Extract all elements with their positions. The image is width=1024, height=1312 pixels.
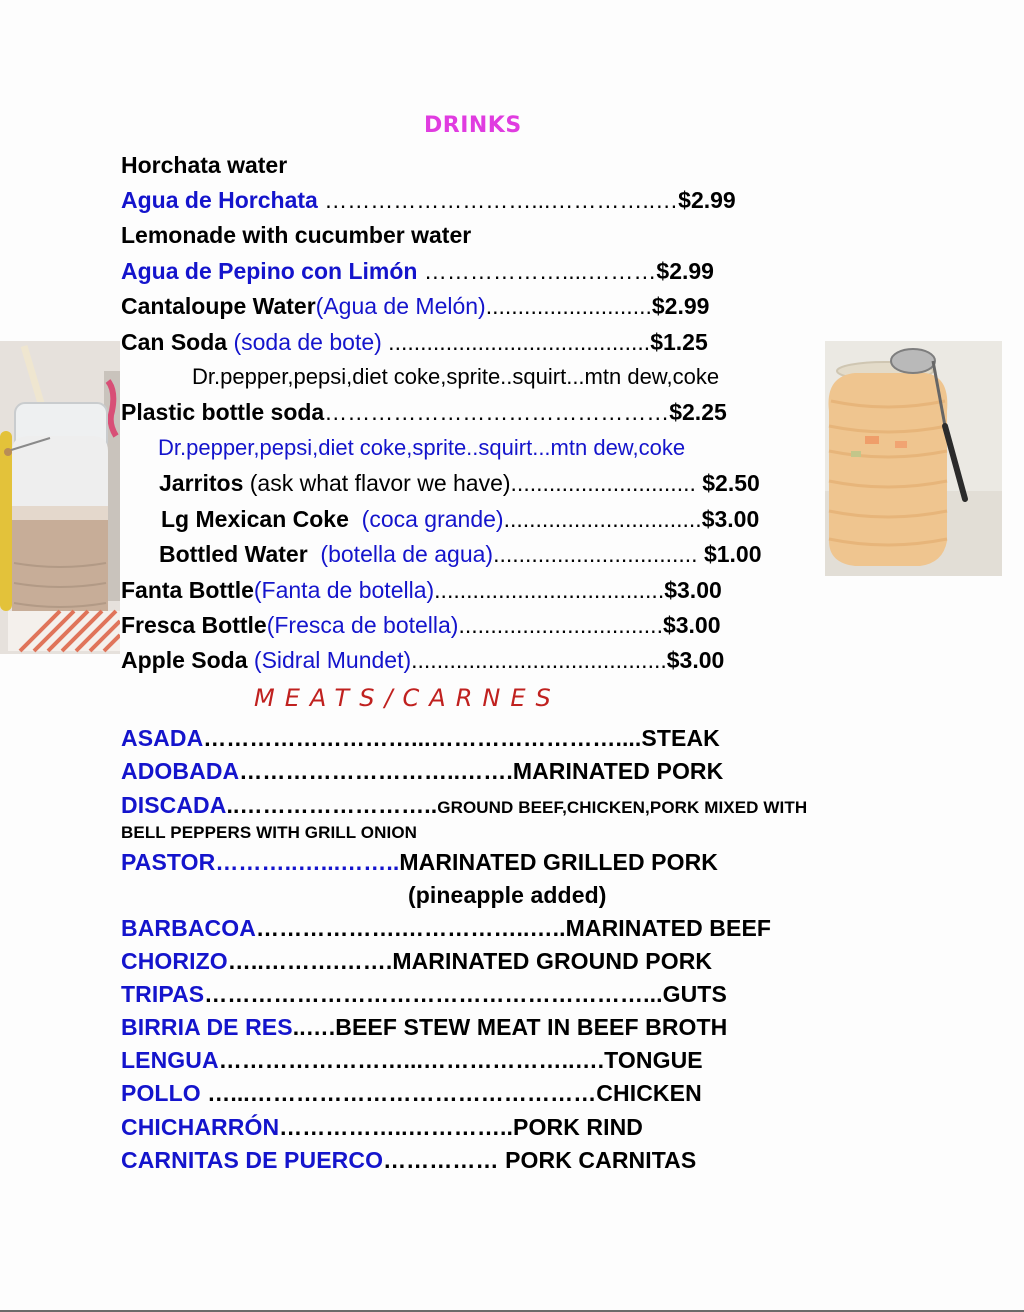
drink-name-es: (Fanta de botella) bbox=[253, 577, 435, 603]
meat-name: BARBACOA bbox=[121, 915, 256, 941]
drink-fanta-row bbox=[121, 575, 722, 605]
horchata-jar-image bbox=[0, 341, 120, 654]
meat-name: POLLO bbox=[121, 1080, 201, 1106]
meats-section-title: MEATS/CARNES bbox=[254, 684, 561, 712]
drink-name-en: Cantaloupe Water bbox=[121, 293, 316, 319]
meat-description: CHICKEN bbox=[596, 1080, 702, 1106]
drink-price: $1.25 bbox=[650, 329, 708, 355]
meat-carnitas-row bbox=[121, 1145, 696, 1175]
can-soda-flavors-note: Dr.pepper,pepsi,diet coke,sprite..squirt...mtn dew,coke bbox=[192, 364, 720, 389]
dot-leader: …………… bbox=[383, 1147, 506, 1173]
drink-price: $2.25 bbox=[669, 399, 727, 425]
drink-price: $2.99 bbox=[656, 258, 714, 284]
meat-name: CHORIZO bbox=[121, 948, 228, 974]
meat-pastor-note: (pineapple added) bbox=[408, 882, 607, 908]
meat-description: MARINATED PORK bbox=[512, 758, 724, 784]
drink-pepino-row bbox=[121, 256, 714, 286]
meat-pollo-row bbox=[121, 1078, 702, 1108]
meat-chicharron-row bbox=[121, 1112, 643, 1142]
drink-price: $1.00 bbox=[703, 541, 762, 567]
drink-name-en: Lg Mexican Coke bbox=[161, 506, 349, 532]
drink-can-soda-row bbox=[121, 327, 708, 357]
meat-name: ASADA bbox=[121, 725, 204, 751]
dot-leader: ………………………...…………..… bbox=[317, 187, 679, 213]
drink-price: $2.50 bbox=[702, 470, 760, 496]
drink-name-es: Agua de Pepino con Limón bbox=[121, 258, 418, 284]
drink-name-en: Horchata water bbox=[121, 152, 288, 178]
plastic-bottle-flavors-note: Dr.pepper,pepsi,diet coke,sprite..squirt...mtn dew,coke bbox=[158, 435, 686, 460]
meat-name: TRIPAS bbox=[121, 981, 205, 1007]
meat-description: PORK RIND bbox=[513, 1114, 644, 1140]
drink-name-es: (Fresca de botella) bbox=[266, 612, 459, 638]
drink-name-en: Plastic bottle soda bbox=[121, 399, 325, 425]
dot-leader: …..……….……. bbox=[227, 948, 393, 974]
drink-name-en: Bottled Water bbox=[159, 541, 308, 567]
meat-description: BEEF STEW MEAT IN BEEF BROTH bbox=[335, 1014, 728, 1040]
meat-name: BIRRIA DE RES bbox=[121, 1014, 293, 1040]
dot-leader: …………………………………………………... bbox=[204, 981, 663, 1007]
drink-name-es: Agua de Horchata bbox=[121, 187, 318, 213]
dot-leader: ................................ bbox=[493, 541, 704, 567]
drink-name-es: (Sidral Mundet) bbox=[247, 647, 412, 673]
meat-name: PASTOR bbox=[121, 849, 216, 875]
drink-mexican-coke-row bbox=[161, 504, 759, 534]
drink-jarritos-row bbox=[159, 468, 760, 498]
meat-tripas-row bbox=[121, 979, 727, 1009]
dot-leader: ........................................ bbox=[411, 647, 667, 673]
meat-chorizo-row bbox=[121, 946, 712, 976]
dot-leader: ………………………...…………………….... bbox=[203, 725, 642, 751]
drink-price: $2.99 bbox=[678, 187, 736, 213]
drink-note: (ask what flavor we have) bbox=[243, 470, 511, 496]
drink-plastic-bottle-row bbox=[121, 397, 727, 427]
drink-horchata-english bbox=[121, 150, 287, 180]
dot-leader: ………………....……… bbox=[417, 258, 657, 284]
drink-price: $3.00 bbox=[666, 647, 725, 673]
dot-leader: …...……………………………………… bbox=[200, 1080, 597, 1106]
drink-name-es: (botella de agua) bbox=[307, 541, 494, 567]
meat-description: MARINATED BEEF bbox=[565, 915, 772, 941]
drinks-section-title: DRINKS bbox=[424, 113, 522, 138]
meat-asada-row bbox=[121, 723, 720, 753]
melon-water-jar-photo bbox=[825, 341, 1002, 576]
drink-lemonade-english bbox=[121, 220, 471, 250]
drink-price: $2.99 bbox=[651, 293, 710, 319]
horchata-jar-photo bbox=[0, 341, 120, 654]
drink-name-en: Can Soda bbox=[121, 329, 228, 355]
dot-leader: .......................... bbox=[485, 293, 652, 319]
dot-leader: ……………….……………..….. bbox=[255, 915, 566, 941]
dot-leader: ………………………..……. bbox=[239, 758, 513, 784]
drink-price: $3.00 bbox=[662, 612, 721, 638]
meat-name: CHICHARRÓN bbox=[121, 1114, 280, 1140]
drink-name-es: (coca grande) bbox=[348, 506, 504, 532]
dot-leader: ……………..………….. bbox=[279, 1114, 514, 1140]
melon-water-jar-image bbox=[825, 341, 1002, 576]
meat-lengua-row bbox=[121, 1045, 703, 1075]
meat-description: GROUND BEEF,CHICKEN,PORK MIXED WITH bbox=[437, 798, 808, 817]
meat-birria-row bbox=[121, 1012, 727, 1042]
meat-adobada-row bbox=[121, 756, 723, 786]
dot-leader: ………..…...…….. bbox=[215, 849, 400, 875]
meat-name: CARNITAS DE PUERCO bbox=[121, 1147, 384, 1173]
drink-name-en: Lemonade with cucumber water bbox=[121, 222, 472, 248]
dot-leader: ……………………...………………..…. bbox=[218, 1047, 605, 1073]
drink-name-en: Jarritos bbox=[159, 470, 244, 496]
drink-fresca-row bbox=[121, 610, 721, 640]
drink-price: $3.00 bbox=[664, 577, 722, 603]
drink-name-en: Apple Soda bbox=[121, 647, 248, 673]
meat-name: ADOBADA bbox=[121, 758, 240, 784]
dot-leader: ............................. bbox=[510, 470, 703, 496]
meat-description: MARINATED GRILLED PORK bbox=[399, 849, 719, 875]
drink-name-en: Fresca Bottle bbox=[121, 612, 267, 638]
meat-discada-row bbox=[121, 790, 807, 820]
dot-leader: ......................................... bbox=[381, 329, 651, 355]
dot-leader: ……………………………………… bbox=[324, 399, 670, 425]
drink-horchata-row bbox=[121, 185, 736, 215]
meat-description: PORK CARNITAS bbox=[505, 1147, 697, 1173]
dot-leader: ..…. bbox=[292, 1014, 336, 1040]
dot-leader: ................................ bbox=[458, 612, 663, 638]
drink-price: $3.00 bbox=[701, 506, 760, 532]
dot-leader: ..…………………….. bbox=[226, 792, 438, 818]
meat-discada-description-continued: BELL PEPPERS WITH GRILL ONION bbox=[121, 823, 418, 842]
drink-apple-soda-row bbox=[121, 645, 724, 675]
dot-leader: .................................... bbox=[434, 577, 665, 603]
meat-pastor-row bbox=[121, 847, 718, 877]
meat-description: TONGUE bbox=[604, 1047, 703, 1073]
meat-name: LENGUA bbox=[121, 1047, 219, 1073]
drink-name-en: Fanta Bottle bbox=[121, 577, 254, 603]
meat-description: GUTS bbox=[662, 981, 727, 1007]
drink-name-es: (Agua de Melón) bbox=[315, 293, 486, 319]
dot-leader: ............................... bbox=[503, 506, 702, 532]
drink-bottled-water-row bbox=[159, 539, 762, 569]
meat-description: MARINATED GROUND PORK bbox=[392, 948, 713, 974]
meat-description: STEAK bbox=[641, 725, 720, 751]
meat-barbacoa-row bbox=[121, 913, 771, 943]
meat-name: DISCADA bbox=[121, 792, 227, 818]
drink-name-es: (soda de bote) bbox=[227, 329, 382, 355]
drink-cantaloupe-row bbox=[121, 291, 709, 321]
